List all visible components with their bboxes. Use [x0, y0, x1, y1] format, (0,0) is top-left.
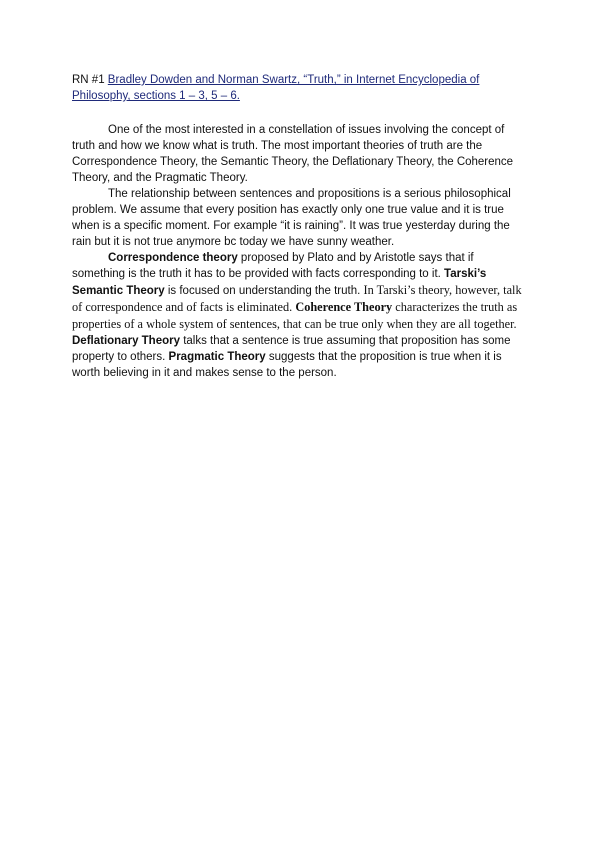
paragraph-intro: One of the most interested in a constellation of issues involving the concept of truth and how we know what is truth. The most important theories of truth are the Correspondence Theory, the Semantic Theory, the Deflationary Theory, the Coherence Theory, and the Pragmatic Theory.	[72, 124, 514, 184]
deflationary-text: talks that a sentence is true assuming that proposition has some property to others.	[72, 335, 511, 363]
term-correspondence-theory: Correspondence theory	[108, 252, 238, 264]
document-page	[72, 72, 524, 381]
paragraph-theories	[72, 250, 524, 381]
reference-line	[72, 72, 524, 104]
term-semantic-theory: Tarski’s Semantic Theory	[72, 268, 487, 297]
tarski-serif-text: In Tarski’s theory, however, talk of correspondence and of facts is eliminated.	[72, 283, 522, 314]
paragraph-propositions: The relationship between sentences and propositions is a serious philosophical problem. We assume that every position has exactly only one true value and it is true when is a specific moment. For example “it is raining”. It was true yesterday during the rain but it is not true anymore bc today we have sunny weather.	[72, 188, 511, 248]
correspondence-text: proposed by Plato and by Aristotle says that if something is the truth it has to be provided with facts corresponding to it.	[72, 252, 474, 280]
coherence-text: characterizes the truth as properties of a whole system of sentences, that can be true only when they are all together.	[72, 300, 518, 331]
term-pragmatic-theory: Pragmatic Theory	[168, 351, 266, 363]
term-coherence-theory: Coherence Theory	[295, 300, 393, 314]
semantic-text: is focused on understanding the truth.	[164, 285, 364, 297]
pragmatic-text: suggests that the proposition is true when it is worth believing in it and makes sense to the person.	[72, 351, 502, 379]
reference-link[interactable]: Bradley Dowden and Norman Swartz, “Truth,” in Internet Encyclopedia of Philosophy, sections 1 – 3, 5 – 6.	[72, 74, 480, 102]
term-deflationary-theory: Deflationary Theory	[72, 335, 180, 347]
reference-prefix: RN #1	[72, 74, 108, 86]
